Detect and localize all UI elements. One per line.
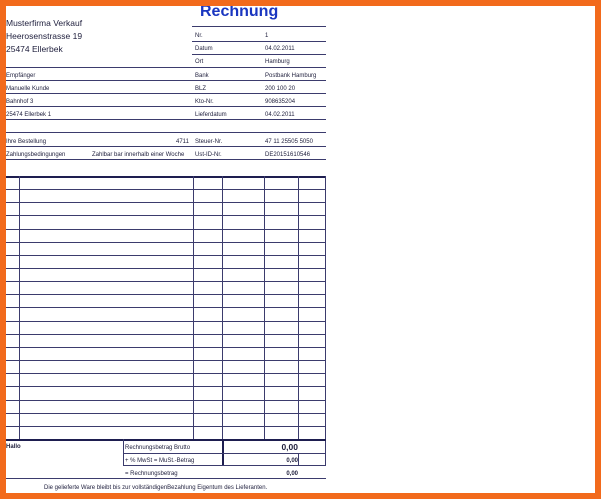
- detail-label: BLZ: [195, 86, 207, 92]
- detail-label: Bank: [195, 73, 209, 79]
- sender-city: 25474 Ellerbek: [6, 44, 63, 54]
- detail-value: Hamburg: [265, 59, 290, 65]
- detail-label: Kto-Nr.: [195, 99, 214, 105]
- table-top-border: [6, 176, 326, 178]
- vat-id-value: DE20151610546: [265, 152, 311, 158]
- sender-top-label: Absender: [6, 1, 32, 7]
- detail-label: Lieferdatum: [195, 112, 227, 118]
- total-label: Rechnungsbetrag Brutto: [125, 445, 191, 451]
- detail-value: Postbank Hamburg: [265, 73, 317, 79]
- table-row-line: [6, 360, 326, 361]
- detail-label: Ort: [195, 59, 204, 65]
- sender-street: Heerosenstrasse 19: [6, 31, 83, 41]
- section-divider: [6, 159, 326, 160]
- recipient-city: 25474 Ellerbek 1: [6, 112, 52, 118]
- total-value: 0,00: [281, 442, 298, 452]
- detail-value: 1: [265, 33, 269, 39]
- table-row-line: [6, 386, 326, 387]
- page-title: Rechnung: [200, 3, 279, 20]
- total-label: + % MwSt = MuSt.-Betrag: [125, 458, 195, 464]
- table-row-line: [6, 400, 326, 401]
- detail-divider: [192, 41, 326, 42]
- summary-divider: [123, 439, 124, 465]
- table-row-line: [6, 426, 326, 427]
- detail-divider: [192, 54, 326, 55]
- summary-row-divider: [123, 453, 326, 454]
- total-value: 0,00: [286, 458, 298, 464]
- table-row-line: [6, 373, 326, 374]
- table-row-line: [6, 281, 326, 282]
- tax-number-value: 47 11 25505 5050: [265, 139, 313, 145]
- summary-bottom-border: [6, 478, 326, 479]
- section-divider: [6, 119, 326, 120]
- recipient-name: Manuelle Kunde: [6, 86, 50, 92]
- detail-value: 04.02.2011: [265, 112, 295, 118]
- detail-value: 200 100 20: [265, 86, 296, 92]
- order-value: 4711: [176, 139, 189, 145]
- summary-divider: [298, 453, 299, 465]
- detail-label: Nr.: [195, 33, 203, 39]
- order-label: Ihre Bestellung: [6, 139, 47, 145]
- table-row-line: [6, 215, 326, 216]
- table-row-line: [6, 268, 326, 269]
- section-divider: [6, 146, 326, 147]
- payment-value: Zahlbar bar innerhalb einer Woche: [92, 152, 185, 158]
- recipient-street: Bahnhof 3: [6, 99, 34, 105]
- table-row-line: [6, 242, 326, 243]
- tax-number-label: Steuer-Nr.: [195, 139, 223, 145]
- section-divider: [6, 80, 326, 81]
- total-value: 0,00: [286, 471, 298, 477]
- title-underline: [192, 26, 326, 27]
- table-row-line: [6, 321, 326, 322]
- greeting: Hallo: [6, 444, 21, 450]
- section-divider: [6, 93, 326, 94]
- payment-label: Zahlungsbedingungen: [6, 152, 66, 158]
- table-row-line: [6, 255, 326, 256]
- table-row-line: [6, 307, 326, 308]
- table-row-line: [6, 413, 326, 414]
- detail-label: Datum: [195, 46, 213, 52]
- vat-id-label: Ust-ID-Nr.: [195, 152, 222, 158]
- table-row-line: [6, 294, 326, 295]
- section-divider: [6, 106, 326, 107]
- recipient-label: Empfänger: [6, 73, 36, 79]
- table-row-line: [6, 229, 326, 230]
- summary-top-border: [6, 439, 326, 441]
- detail-value: 04.02.2011: [265, 46, 295, 52]
- sender-company: Musterfirma Verkauf: [6, 18, 83, 28]
- table-row-line: [6, 334, 326, 335]
- table-row-line: [6, 347, 326, 348]
- total-label: = Rechnungsbetrag: [125, 471, 178, 477]
- section-divider: [6, 67, 326, 68]
- detail-value: 908635204: [265, 99, 296, 105]
- footer-note: Die gelieferte Ware bleibt bis zur vollständigenBezahlung Eigentum des Lieferanten.: [44, 485, 268, 491]
- summary-row-divider: [123, 465, 326, 466]
- section-divider: [6, 132, 326, 133]
- table-row-line: [6, 202, 326, 203]
- table-row-line: [6, 189, 326, 190]
- summary-divider: [222, 439, 224, 465]
